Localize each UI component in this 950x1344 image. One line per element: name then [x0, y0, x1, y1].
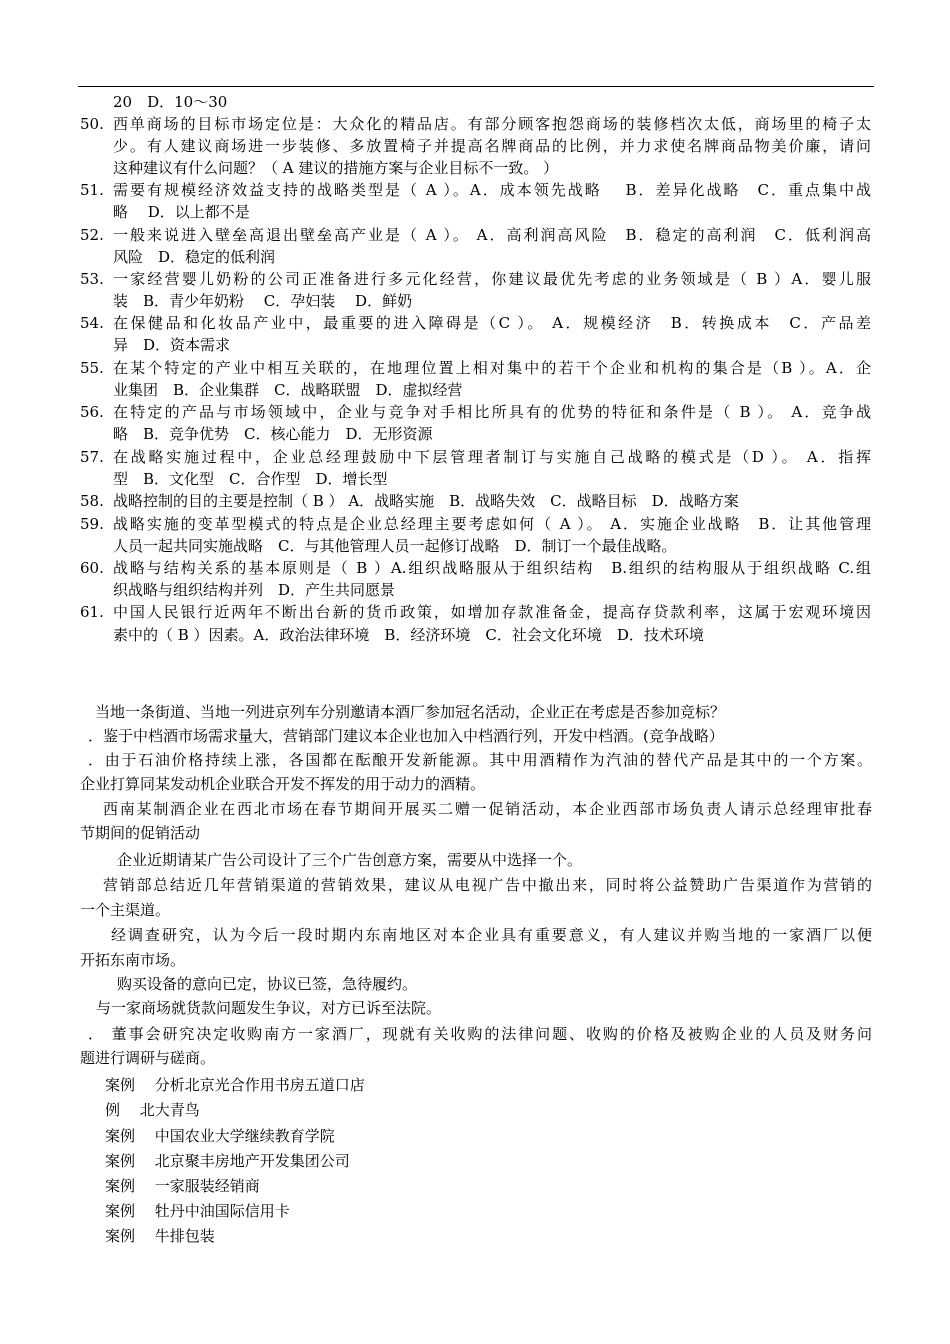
- question-text-line: 战略与结构关系的基本原则是（ B ）A.组织战略服从于组织结构 B.组织的结构服从于组织战略 C.组: [113, 559, 871, 577]
- question-number: 52.: [80, 226, 104, 244]
- question-text-line: 风险 D．稳定的低利润: [113, 248, 276, 266]
- paragraph-line: 企业近期请某广告公司设计了三个广告创意方案，需要从中选择一个。: [117, 851, 583, 869]
- case-item: 案例 北京聚丰房地产开发集团公司: [105, 1152, 350, 1170]
- paragraph-line: 开拓东南市场。: [80, 951, 186, 969]
- question-text-line: 少。有人建议商场进一步装修、多放置椅子并提高名牌商品的比例，并力求使名牌商品物美价廉，请问: [113, 137, 871, 155]
- paragraph-line: 节期间的促销活动: [80, 824, 201, 842]
- case-item: 案例 分析北京光合作用书房五道口店: [105, 1076, 365, 1094]
- paragraph-line: ． 董事会研究决定收购南方一家酒厂，现就有关收购的法律问题、收购的价格及被购企业的人员及财务问: [88, 1025, 872, 1043]
- question-text-line: 这种建议有什么问题？（ A 建议的措施方案与企业目标不一致。 ）: [113, 159, 559, 177]
- paragraph-line: 题进行调研与磋商。: [80, 1049, 216, 1067]
- paragraph-line: 购买设备的意向已定，协议已签，急待履约。: [117, 975, 418, 993]
- question-text-line: 战略控制的目的主要是控制（ B ） A．战略实施 B．战略失效 C．战略目标 D．战略方案: [113, 492, 739, 510]
- case-item: 案例 一家服装经销商: [105, 1177, 260, 1195]
- paragraph-line: 营销部总结近几年营销渠道的营销效果，建议从电视广告中撤出来，同时将公益赞助广告渠道作为营销的: [103, 876, 872, 894]
- question-text-line: 略 D．以上都不是: [113, 203, 250, 221]
- question-text-line: 业集团 B．企业集群 C．战略联盟 D．虚拟经营: [113, 381, 463, 399]
- paragraph-line: 与一家商场就货款问题发生争议，对方已诉至法院。: [96, 999, 442, 1017]
- question-number: 50.: [80, 115, 104, 133]
- question-number: 60.: [80, 559, 104, 577]
- question-number: 51.: [80, 181, 104, 199]
- header-rule: [78, 86, 874, 87]
- question-text-line: 战略实施的变革型模式的特点是企业总经理主要考虑如何（ A ）。 A．实施企业战略 B．让其他管理: [113, 515, 871, 533]
- question-text-line: 在某个特定的产业中相互关联的，在地理位置上相对集中的若干个企业和机构的集合是（B ）。A．企: [113, 359, 871, 377]
- question-text-line: 西单商场的目标市场定位是：大众化的精品店。有部分顾客抱怨商场的装修档次太低，商场里的椅子太: [113, 115, 871, 133]
- question-text-line: 人员一起共同实施战略 C．与其他管理人员一起修订战略 D．制订一个最佳战略。: [113, 537, 677, 555]
- paragraph-line: 企业打算同某发动机企业联合开发不挥发的用于动力的酒精。: [80, 775, 486, 793]
- paragraph-line: 经调查研究，认为今后一段时期内东南地区对本企业具有重要意义，有人建议并购当地的一家酒厂以便: [111, 926, 872, 944]
- question-number: 56.: [80, 403, 104, 421]
- case-item: 案例 牡丹中油国际信用卡: [105, 1202, 290, 1220]
- question-text-line: 素中的（ B ）因素。A．政治法律环境 B．经济环境 C．社会文化环境 D．技术环境: [113, 626, 704, 644]
- question-text-line: 在特定的产品与市场领域中，企业与竞争对手相比所具有的优势的特征和条件是（ B ）。 A．竞争战: [113, 403, 871, 421]
- question-text-line: 织战略与组织结构并列 D．产生共同愿景: [113, 581, 396, 599]
- question-number: 58.: [80, 492, 104, 510]
- paragraph-line: 一个主渠道。: [80, 901, 171, 919]
- question-number: 53.: [80, 270, 104, 288]
- question-text-line: 型 B．文化型 C．合作型 D．增长型: [113, 470, 388, 488]
- question-text-line: 一般来说进入壁垒高退出壁垒高产业是（ A ）。 A．高利润高风险 B．稳定的高利润 C．低利润高: [113, 226, 871, 244]
- question-text-line: 略 B．竞争优势 C．核心能力 D．无形资源: [113, 425, 433, 443]
- paragraph-line: 西南某制酒企业在西北市场在春节期间开展买二赠一促销活动，本企业西部市场负责人请示总经理审批春: [103, 800, 872, 818]
- question-number: 61.: [80, 603, 104, 621]
- paragraph-line: ．鉴于中档酒市场需求量大，营销部门建议本企业也加入中档酒行列，开发中档酒。(竞争战略）: [88, 727, 724, 745]
- paragraph-line: ．由于石油价格持续上涨，各国都在酝酿开发新能源。其中用酒精作为汽油的替代产品是其中的一个方案。: [88, 751, 872, 769]
- question-text-line: 一家经营婴儿奶粉的公司正准备进行多元化经营，你建议最优先考虑的业务领域是（ B ）A．婴儿服: [113, 270, 871, 288]
- question-text-line: 在保健品和化妆品产业中，最重要的进入障碍是（C ）。 A．规模经济 B．转换成本 C．产品差: [113, 314, 871, 332]
- case-item: 案例 中国农业大学继续教育学院: [105, 1127, 335, 1145]
- question-text-line: 中国人民银行近两年不断出台新的货币政策，如增加存款准备金，提高存贷款利率，这属于宏观环境因: [113, 603, 871, 621]
- question-number: 57.: [80, 448, 104, 466]
- question-text-line: 装 B．青少年奶粉 C．孕妇装 D．鲜奶: [113, 292, 413, 310]
- question-text-line: 需要有规模经济效益支持的战略类型是（ A ）。A．成本领先战略 B．差异化战略 C．重点集中战: [113, 181, 871, 199]
- continuation-line: 20 D．10～30: [113, 93, 228, 111]
- question-number: 59.: [80, 515, 104, 533]
- question-number: 54.: [80, 314, 104, 332]
- paragraph-line: 当地一条街道、当地一列进京列车分别邀请本酒厂参加冠名活动，企业正在考虑是否参加竞标？: [95, 703, 726, 721]
- case-item: 例 北大青鸟: [105, 1101, 200, 1119]
- question-number: 55.: [80, 359, 104, 377]
- question-text-line: 异 D．资本需求: [113, 336, 231, 354]
- case-item: 案例 牛排包装: [105, 1227, 215, 1245]
- question-text-line: 在战略实施过程中，企业总经理鼓励中下层管理者制订与实施自己战略的模式是（D ）。 A．指挥: [113, 448, 871, 466]
